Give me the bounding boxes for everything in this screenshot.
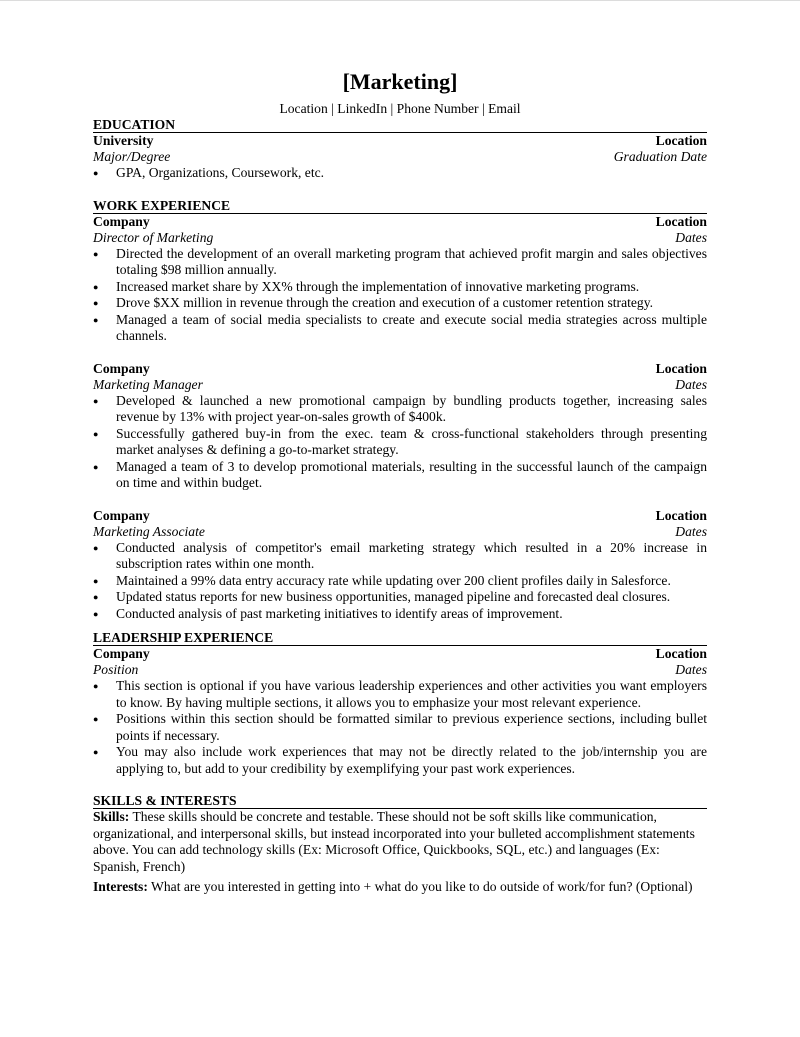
bullet-item: ● Drove $XX million in revenue through the creation and execution of a customer retention strategy.	[93, 295, 707, 312]
job-entry	[93, 361, 707, 492]
leadership-heading: LEADERSHIP EXPERIENCE	[93, 630, 707, 646]
job-title: Marketing Manager	[93, 376, 203, 392]
job-company-row	[93, 214, 707, 230]
company-location: Location	[655, 213, 707, 229]
interests-paragraph	[93, 879, 707, 896]
company-location: Location	[655, 360, 707, 376]
leadership-section	[93, 630, 707, 777]
contact-line: Location | LinkedIn | Phone Number | Email	[279, 101, 521, 116]
company-name: Company	[93, 213, 150, 229]
job-bullets	[93, 393, 707, 492]
education-school-row	[93, 133, 707, 149]
education-degree-row	[93, 149, 707, 165]
resume-name: [Marketing]	[342, 69, 458, 94]
bullet-item: ● GPA, Organizations, Coursework, etc.	[93, 165, 707, 182]
interests-label: Interests:	[93, 879, 148, 894]
bullet-item: ● Increased market share by XX% through the implementation of innovative marketing programs.	[93, 279, 707, 296]
bullet-item: ● Conducted analysis of competitor's email marketing strategy which resulted in a 20% increase in subscription rates within one month.	[93, 540, 707, 573]
job-title-row	[93, 230, 707, 246]
leadership-bullets	[93, 678, 707, 777]
education-heading: EDUCATION	[93, 117, 707, 133]
bullet-item: ● Directed the development of an overall marketing program that achieved profit margin and sales objectives totaling $98 million annually.	[93, 246, 707, 279]
bullet-item: ● Positions within this section should be formatted similar to previous experience sections, including bullet points if necessary.	[93, 711, 707, 744]
skills-paragraph	[93, 809, 707, 875]
education-section	[93, 117, 707, 182]
company-name: Company	[93, 360, 150, 376]
position-title: Position	[93, 662, 139, 677]
bullet-item: ● Maintained a 99% data entry accuracy rate while updating over 200 client profiles daily in Salesforce.	[93, 573, 707, 590]
skills-heading: SKILLS & INTERESTS	[93, 793, 707, 809]
job-entry	[93, 508, 707, 623]
bullet-item: ● Conducted analysis of past marketing initiatives to identify areas of improvement.	[93, 606, 707, 623]
bullet-item: ● Successfully gathered buy-in from the exec. team & cross-functional stakeholders through presenting market analyses & defining a go-to-market strategy.	[93, 426, 707, 459]
company-location: Location	[655, 646, 707, 661]
company-name: Company	[93, 507, 150, 523]
bullet-item: ● Managed a team of 3 to develop promotional materials, resulting in the successful launch of the campaign on time and within budget.	[93, 459, 707, 492]
work-heading: WORK EXPERIENCE	[93, 198, 707, 214]
company-name: Company	[93, 646, 150, 661]
skills-section	[93, 793, 707, 896]
interests-text: What are you interested in getting into + what do you like to do outside of work/for fun? (Optional)	[151, 879, 693, 894]
graduation-date: Graduation Date	[613, 149, 707, 164]
bullet-item: ● Developed & launched a new promotional campaign by bundling products together, increasing sales revenue by 13% with project year-on-sales growth of $400k.	[93, 393, 707, 426]
job-title-row	[93, 377, 707, 393]
job-title: Marketing Associate	[93, 523, 205, 539]
company-location: Location	[655, 507, 707, 523]
bullet-item: ● This section is optional if you have various leadership experiences and other activities you want employers to know. By having multiple sections, it allows you to emphasize your most relevant experience.	[93, 678, 707, 711]
school-location: Location	[655, 133, 707, 148]
job-entry	[93, 214, 707, 345]
job-dates: Dates	[675, 229, 707, 245]
position-dates: Dates	[675, 662, 707, 677]
job-company-row	[93, 508, 707, 524]
leadership-position-row	[93, 662, 707, 678]
bullet-item: ● Managed a team of social media specialists to create and execute social media strategies across multiple channels.	[93, 312, 707, 345]
education-bullets	[93, 165, 707, 182]
bullet-item: ● Updated status reports for new business opportunities, managed pipeline and forecasted deal closures.	[93, 589, 707, 606]
skills-text: These skills should be concrete and testable. These should not be soft skills like communication, organizational, and interpersonal skills, but instead incorporated into your bulleted accomplishment statements above. You can add technology skills (Ex: Microsoft Office, Quickbooks, SQL, etc.) and languages (Ex: Spanish, French)	[93, 809, 695, 874]
bullet-item: ● You may also include work experiences that may not be directly related to the job/internship you are applying to, but add to your credibility by exemplifying your past work experiences.	[93, 744, 707, 777]
job-company-row	[93, 361, 707, 377]
job-dates: Dates	[675, 523, 707, 539]
job-bullets	[93, 540, 707, 623]
job-bullets	[93, 246, 707, 345]
job-dates: Dates	[675, 376, 707, 392]
degree: Major/Degree	[93, 149, 171, 164]
job-title: Director of Marketing	[93, 229, 214, 245]
work-section	[93, 198, 707, 623]
school-name: University	[93, 133, 154, 148]
job-title-row	[93, 524, 707, 540]
skills-label: Skills:	[93, 809, 130, 824]
leadership-company-row	[93, 646, 707, 662]
resume-body	[93, 67, 707, 896]
